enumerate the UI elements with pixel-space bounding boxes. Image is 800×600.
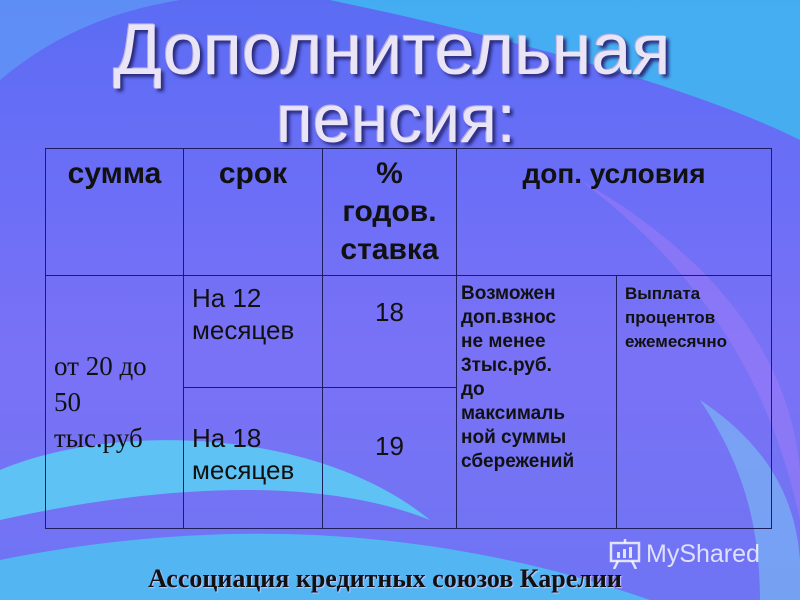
pension-table — [45, 148, 772, 529]
header-amount: сумма — [46, 149, 184, 276]
header-rate-line2: годов. — [342, 195, 437, 228]
condition-extra-deposit — [457, 276, 617, 529]
amount-line3: тыс.руб — [54, 423, 143, 453]
slide-title-line2: пенсия: — [276, 81, 516, 157]
amount-line2: 50 — [54, 387, 81, 417]
footer-organization: Ассоциация кредитных союзов Карелии — [148, 564, 622, 593]
condition2-line1: Выплата — [625, 284, 701, 303]
term-12-line1: На 12 — [192, 283, 262, 313]
condition1-line3: не менее — [461, 331, 546, 352]
header-rate — [323, 149, 457, 276]
table-row — [46, 276, 772, 388]
table-header-row — [46, 149, 772, 276]
amount-line1: от 20 до — [54, 351, 147, 381]
condition1-line7: ной суммы — [461, 427, 567, 448]
watermark-text: MyShared — [646, 539, 760, 568]
condition1-line6: максималь — [461, 403, 565, 424]
term-12-line2: месяцев — [192, 315, 295, 345]
condition1-line4: 3тыс.руб. — [461, 355, 552, 376]
condition2-line2: процентов — [625, 308, 716, 327]
header-term: срок — [184, 149, 323, 276]
condition1-line8: сбережений — [461, 451, 575, 472]
slide-title-line1: Дополнительная — [113, 10, 671, 90]
condition1-line1: Возможен — [461, 283, 556, 304]
rate-cell-18: 19 — [323, 388, 457, 529]
condition1-line5: до — [461, 379, 485, 400]
term-18-line1: На 18 — [192, 423, 262, 453]
rate-cell-12: 18 — [323, 276, 457, 388]
condition-monthly-payout — [617, 276, 772, 529]
condition2-line3: ежемесячно — [625, 332, 727, 351]
term-cell-12 — [184, 276, 323, 388]
term-18-line2: месяцев — [192, 455, 295, 485]
amount-cell — [46, 276, 184, 529]
term-cell-18 — [184, 388, 323, 529]
header-rate-line1: % — [376, 157, 403, 190]
condition1-line2: доп.взнос — [461, 307, 556, 328]
header-rate-line3: ставка — [340, 233, 439, 266]
header-conditions: доп. условия — [457, 149, 772, 276]
